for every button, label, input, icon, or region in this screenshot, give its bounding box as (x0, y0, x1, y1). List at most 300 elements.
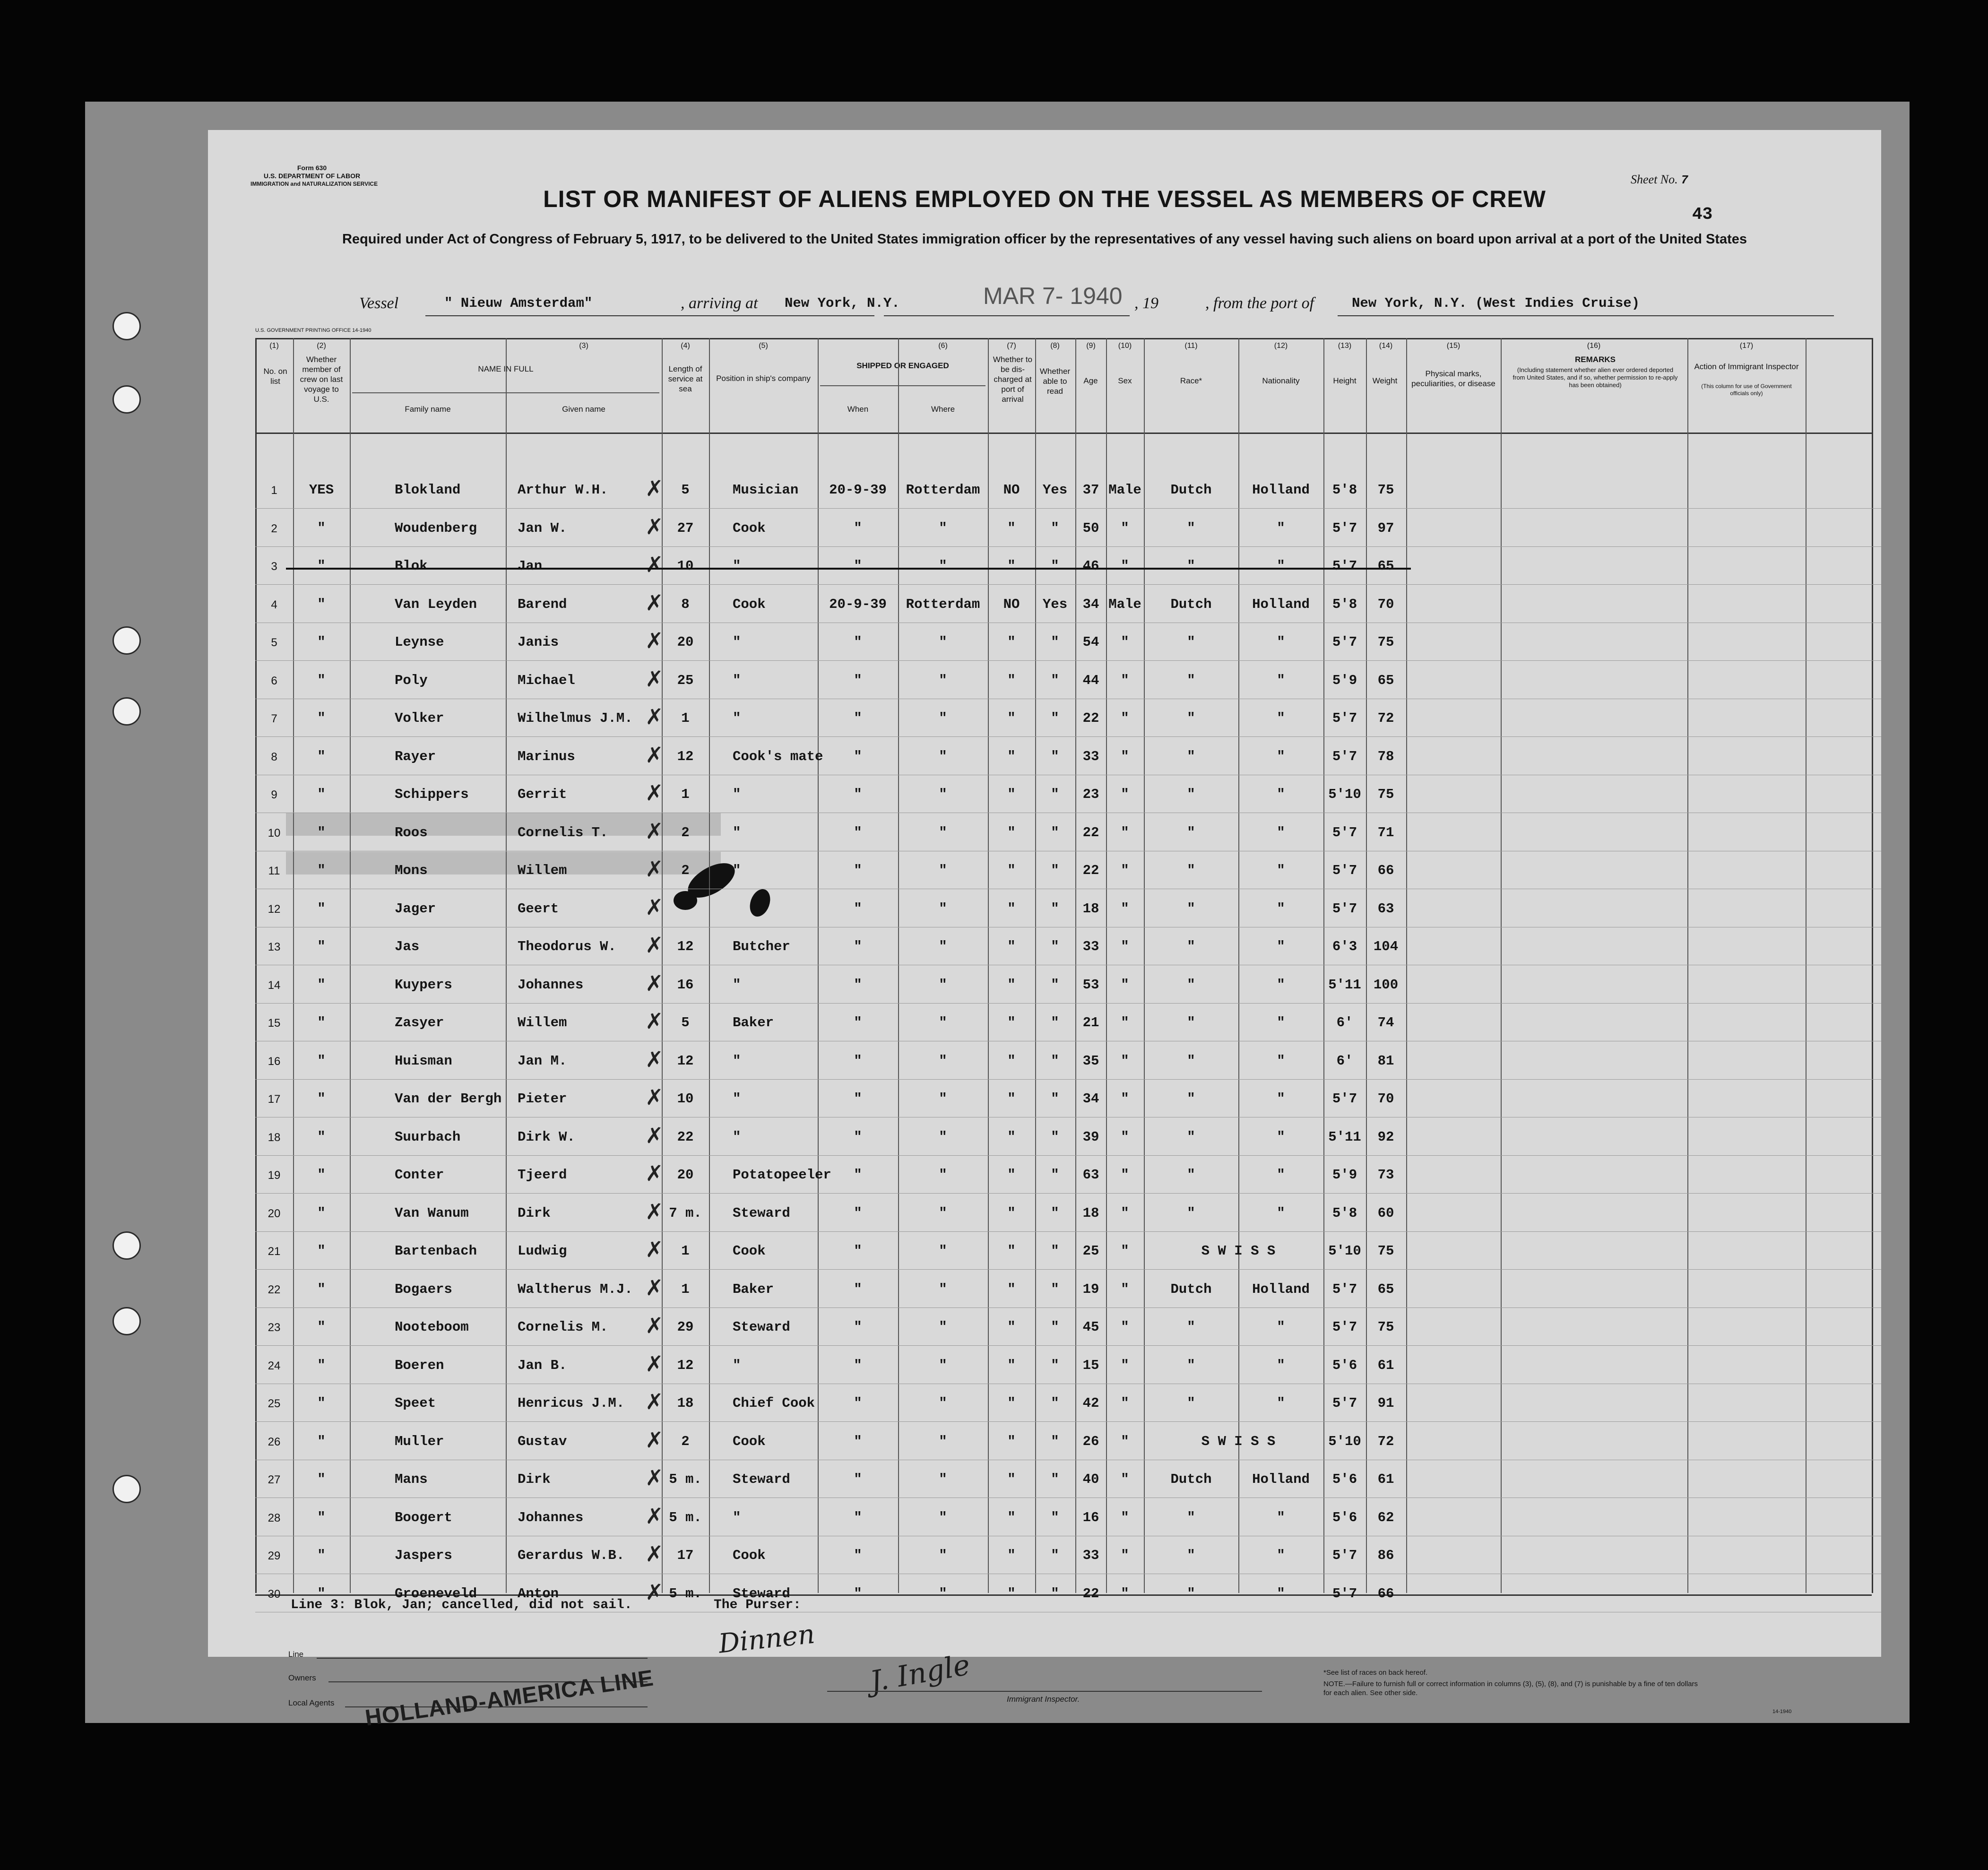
cell-age: 19 (1082, 1281, 1099, 1297)
cell-age: 16 (1082, 1509, 1099, 1525)
check-mark-icon: ✗ (645, 1465, 664, 1490)
cell-service: 2 (681, 1433, 690, 1449)
cell-read: " (1051, 634, 1059, 650)
cell-member: " (317, 1548, 326, 1563)
cell-discharged: " (1007, 634, 1016, 650)
cell-family: Schippers (395, 787, 469, 802)
header-remarks: REMARKS (1575, 355, 1616, 364)
cell-discharged: " (1007, 1091, 1016, 1107)
binder-hole (112, 1231, 141, 1260)
column-number: (9) (1086, 342, 1096, 350)
cell-member: " (317, 1319, 326, 1335)
cell-member: YES (309, 482, 334, 498)
check-mark-icon: ✗ (645, 704, 664, 729)
cell-position: " (733, 1509, 741, 1525)
cell-nationality: " (1277, 1015, 1285, 1030)
vessel-line (359, 294, 398, 312)
cell-nationality: " (1277, 1129, 1285, 1145)
vessel-name: " Nieuw Amsterdam" (444, 295, 593, 311)
cell-member: " (317, 1281, 326, 1297)
header-race: Race* (1180, 376, 1202, 385)
cell-given: Willem (518, 1015, 567, 1030)
vessel-underline (425, 315, 874, 316)
sheet-label: Sheet No. (1631, 173, 1678, 186)
column-number: (4) (681, 342, 690, 350)
cell-when: " (854, 1585, 862, 1602)
cell-where: " (939, 748, 947, 764)
cell-read: " (1051, 787, 1059, 802)
column-number: (8) (1050, 342, 1060, 350)
cell-nationality: " (1277, 1319, 1285, 1335)
cell-no: 12 (268, 902, 281, 916)
cell-age: 18 (1082, 1205, 1099, 1221)
check-mark-icon: ✗ (645, 589, 664, 615)
cell-given: Tjeerd (518, 1167, 567, 1183)
cell-when: " (854, 939, 862, 954)
check-mark-icon: ✗ (645, 742, 664, 768)
cell-weight: 66 (1377, 863, 1394, 878)
cell-age: 26 (1082, 1433, 1099, 1449)
header-member-last-voyage: Whether member of crew on last voyage to U.S. (300, 355, 343, 404)
cell-given: Waltherus M.J. (518, 1281, 633, 1297)
cell-weight: 92 (1377, 1129, 1394, 1145)
check-mark-icon: ✗ (645, 1313, 664, 1338)
cell-where: Rotterdam (906, 482, 980, 498)
cell-race: " (1187, 1585, 1195, 1602)
cell-weight: 65 (1377, 672, 1394, 688)
cell-nationality: " (1277, 558, 1285, 574)
header-able-read: Whether able to read (1039, 367, 1071, 396)
check-mark-icon: ✗ (645, 932, 664, 958)
cell-sex: " (1121, 1319, 1129, 1335)
cell-service: 12 (677, 939, 694, 954)
check-mark-icon: ✗ (645, 1046, 664, 1072)
column-number: (10) (1118, 342, 1132, 350)
column-number: (16) (1587, 342, 1601, 350)
cell-age: 22 (1082, 824, 1099, 840)
inspector-label: Immigrant Inspector. (1007, 1695, 1080, 1704)
cell-age: 23 (1082, 787, 1099, 802)
cell-no: 2 (271, 522, 277, 535)
cell-family: Muller (395, 1433, 444, 1449)
cell-family: Boogert (395, 1509, 452, 1525)
cell-nationality: " (1277, 900, 1285, 917)
cell-discharged: " (1007, 748, 1016, 764)
cell-sex: Male (1108, 482, 1141, 498)
cell-no: 27 (268, 1473, 281, 1486)
cell-nationality: Holland (1252, 482, 1310, 498)
cell-weight: 86 (1377, 1548, 1394, 1563)
cell-read: " (1051, 863, 1059, 878)
line-label: Line (288, 1650, 304, 1659)
penalty-note: NOTE.—Failure to furnish full or correct information in columns (3), (5), (8), and (7) is punishable by a fine of ten dollars for each alien. See other side. (1323, 1680, 1698, 1697)
cell-position: " (733, 1357, 741, 1373)
cell-age: 53 (1082, 977, 1099, 993)
check-mark-icon: ✗ (645, 1274, 664, 1300)
cell-where: " (939, 1281, 947, 1297)
cell-given: Gustav (518, 1433, 567, 1449)
check-mark-icon: ✗ (645, 818, 664, 844)
cell-discharged: " (1007, 1357, 1016, 1373)
cell-race: " (1187, 1357, 1195, 1373)
cell-age: 54 (1082, 634, 1099, 650)
cell-race: " (1187, 1015, 1195, 1030)
cell-service: 1 (681, 1243, 690, 1259)
cell-weight: 74 (1377, 1015, 1394, 1030)
cell-given: Cornelis T. (518, 824, 608, 840)
cell-no: 28 (268, 1511, 281, 1524)
cell-when: " (854, 1433, 862, 1449)
cell-where: " (939, 710, 947, 726)
cell-family: Roos (395, 824, 428, 840)
cell-height: 5'7 (1332, 634, 1357, 650)
cell-no: 30 (268, 1587, 281, 1601)
cell-position: Cook (733, 596, 766, 612)
cell-family: Woudenberg (395, 520, 477, 536)
cell-service: 16 (677, 977, 694, 993)
cell-no: 25 (268, 1397, 281, 1410)
row-rule (255, 1307, 1881, 1308)
cell-weight: 71 (1377, 824, 1394, 840)
cell-when: " (854, 1167, 862, 1183)
cell-weight: 72 (1377, 1433, 1394, 1449)
header-sex: Sex (1118, 376, 1132, 385)
form-number: Form 630 (297, 164, 327, 172)
cell-where: " (939, 1167, 947, 1183)
cell-no: 8 (271, 750, 277, 763)
cell-service: 1 (681, 1281, 690, 1297)
column-number: (14) (1379, 342, 1393, 350)
cell-when: " (854, 1548, 862, 1563)
cell-age: 25 (1082, 1243, 1099, 1259)
cell-member: " (317, 1433, 326, 1449)
cell-where: Rotterdam (906, 596, 980, 612)
cell-when: " (854, 1205, 862, 1221)
cell-position: " (733, 1091, 741, 1107)
cell-weight: 104 (1373, 939, 1399, 954)
cell-weight: 66 (1377, 1585, 1394, 1602)
check-mark-icon: ✗ (645, 1579, 664, 1605)
cell-family: Huisman (395, 1053, 452, 1069)
column-number: (3) (579, 342, 588, 350)
cell-service: 12 (677, 1357, 694, 1373)
cell-age: 22 (1082, 863, 1099, 878)
cell-discharged: " (1007, 787, 1016, 802)
cell-height: 5'8 (1332, 1205, 1357, 1221)
cell-sex: " (1121, 1167, 1129, 1183)
cell-race: Dutch (1170, 482, 1212, 498)
cell-height: 5'11 (1328, 977, 1361, 993)
cell-position: Cook (733, 520, 766, 536)
cell-height: 6' (1336, 1015, 1353, 1030)
cell-position: " (733, 863, 741, 878)
cell-sex: " (1121, 672, 1129, 688)
cancelled-strike-line (286, 568, 1411, 570)
cell-weight: 65 (1377, 1281, 1394, 1297)
cell-weight: 72 (1377, 710, 1394, 726)
cell-service: 29 (677, 1319, 694, 1335)
cell-age: 40 (1082, 1472, 1099, 1487)
header-physical-marks: Physical marks, peculiarities, or disease (1411, 369, 1495, 388)
cell-given: Geert (518, 900, 559, 917)
race-note: *See list of races on back hereof. (1323, 1669, 1428, 1677)
cell-age: 34 (1082, 596, 1099, 612)
column-rule (1687, 338, 1688, 1593)
cell-age: 63 (1082, 1167, 1099, 1183)
cell-sex: " (1121, 1243, 1129, 1259)
cell-nationality: " (1277, 672, 1285, 688)
cell-family: Mons (395, 863, 428, 878)
cell-member: " (317, 1243, 326, 1259)
cell-nationality: Holland (1252, 1281, 1310, 1297)
cell-when: " (854, 900, 862, 917)
cell-discharged: " (1007, 710, 1016, 726)
cell-where: " (939, 1053, 947, 1069)
cell-family: Van Wanum (395, 1205, 469, 1221)
cell-read: " (1051, 1548, 1059, 1563)
check-mark-icon: ✗ (645, 1008, 664, 1034)
header-shipped-engaged: SHIPPED OR ENGAGED (856, 361, 949, 370)
cell-no: 9 (271, 788, 277, 801)
header-height: Height (1333, 376, 1357, 385)
cell-age: 44 (1082, 672, 1099, 688)
cell-family: Rayer (395, 748, 436, 764)
column-number: (1) (269, 342, 279, 350)
cell-where: " (939, 1243, 947, 1259)
cell-given: Pieter (518, 1091, 567, 1107)
cell-position: Baker (733, 1015, 774, 1030)
cell-member: " (317, 1357, 326, 1373)
cell-no: 4 (271, 598, 277, 611)
column-number: (11) (1184, 342, 1198, 350)
header-action-inspector: Action of Immigrant Inspector (1694, 362, 1799, 371)
cell-weight: 100 (1373, 977, 1399, 993)
cell-height: 5'7 (1332, 558, 1357, 574)
cell-read: " (1051, 939, 1059, 954)
cell-discharged: NO (1003, 482, 1020, 498)
date-underline (884, 315, 1130, 316)
cell-when: 20-9-39 (829, 596, 887, 612)
cell-service: 5 (681, 1015, 690, 1030)
cell-sex: " (1121, 1585, 1129, 1602)
header-remarks-note: (Including statement whether alien ever ordered deported from United States, and if so, whether permission to re-apply has been obtained) (1513, 366, 1678, 389)
cell-where: " (939, 1395, 947, 1411)
cell-family: Jas (395, 939, 420, 954)
cell-given: Gerardus W.B. (518, 1548, 625, 1563)
header-age: Age (1083, 376, 1098, 385)
cell-when: " (854, 1053, 862, 1069)
cell-member: " (317, 1015, 326, 1030)
column-rule (1872, 338, 1873, 1593)
department: U.S. DEPARTMENT OF LABOR (263, 172, 361, 180)
cell-discharged: " (1007, 1395, 1016, 1411)
cell-nationality: " (1277, 1053, 1285, 1069)
cell-nationality: " (1277, 1205, 1285, 1221)
cell-race: " (1187, 1319, 1195, 1335)
check-mark-icon: ✗ (645, 552, 664, 577)
cell-height: 5'7 (1332, 1319, 1357, 1335)
cell-where: " (939, 863, 947, 878)
cell-member: " (317, 824, 326, 840)
cell-discharged: " (1007, 1509, 1016, 1525)
cell-race: " (1187, 558, 1195, 574)
cell-where: " (939, 977, 947, 993)
cell-given: Wilhelmus J.M. (518, 710, 633, 726)
cell-read: " (1051, 1091, 1059, 1107)
cell-read: " (1051, 1205, 1059, 1221)
cell-discharged: " (1007, 1167, 1016, 1183)
cell-no: 13 (268, 941, 281, 953)
cell-service: 10 (677, 558, 694, 574)
cell-position: Steward (733, 1205, 790, 1221)
row-rule (255, 584, 1881, 585)
cell-no: 29 (268, 1550, 281, 1562)
cell-race: S W I S S (1201, 1243, 1276, 1259)
cell-height: 5'9 (1332, 1167, 1357, 1183)
cell-discharged: " (1007, 1585, 1016, 1602)
cell-nationality: Holland (1252, 1472, 1310, 1487)
cell-read: " (1051, 824, 1059, 840)
header-discharged: Whether to be dis-charged at port of arrival (993, 355, 1033, 404)
cell-sex: " (1121, 520, 1129, 536)
cell-race: S W I S S (1201, 1433, 1276, 1449)
cell-member: " (317, 977, 326, 993)
cell-weight: 75 (1377, 482, 1394, 498)
row-rule (255, 1231, 1881, 1232)
cell-discharged: " (1007, 939, 1016, 954)
header-divider (255, 433, 1872, 434)
cell-race: " (1187, 824, 1195, 840)
binder-hole (112, 1307, 141, 1335)
cell-when: " (854, 1281, 862, 1297)
cell-member: " (317, 1129, 326, 1145)
cell-sex: " (1121, 710, 1129, 726)
cell-no: 7 (271, 712, 277, 725)
cell-member: " (317, 520, 326, 536)
cell-given: Theodorus W. (518, 939, 616, 954)
cell-read: " (1051, 1433, 1059, 1449)
cell-race: " (1187, 672, 1195, 688)
check-mark-icon: ✗ (645, 1389, 664, 1414)
cell-weight: 63 (1377, 900, 1394, 917)
cell-given: Jan (518, 558, 543, 574)
cell-height: 5'8 (1332, 596, 1357, 612)
cell-service: 25 (677, 672, 694, 688)
cell-weight: 91 (1377, 1395, 1394, 1411)
cell-age: 42 (1082, 1395, 1099, 1411)
cell-position: " (733, 672, 741, 688)
owners-label: Owners (288, 1673, 316, 1682)
cell-height: 6'3 (1332, 939, 1357, 954)
cell-service: 1 (681, 787, 690, 802)
cell-given: Johannes (518, 977, 584, 993)
cell-when: " (854, 748, 862, 764)
check-mark-icon: ✗ (645, 1160, 664, 1186)
cell-family: Nooteboom (395, 1319, 469, 1335)
cell-service: 5 (681, 482, 690, 498)
cell-height: 5'10 (1328, 1243, 1361, 1259)
cell-nationality: " (1277, 520, 1285, 536)
cell-race: " (1187, 1509, 1195, 1525)
cell-age: 15 (1082, 1357, 1099, 1373)
cell-given: Anton (518, 1585, 559, 1602)
cell-weight: 73 (1377, 1167, 1394, 1183)
cell-when: " (854, 672, 862, 688)
row-rule (255, 1193, 1881, 1194)
cell-no: 6 (271, 674, 277, 687)
cell-sex: " (1121, 900, 1129, 917)
check-mark-icon: ✗ (645, 1427, 664, 1453)
cell-nationality: " (1277, 1357, 1285, 1373)
cell-given: Gerrit (518, 787, 567, 802)
cell-member: " (317, 672, 326, 688)
cell-sex: " (1121, 977, 1129, 993)
cell-race: " (1187, 1395, 1195, 1411)
cell-discharged: " (1007, 520, 1016, 536)
form-code: 14-1940 (1772, 1709, 1792, 1714)
cell-nationality: " (1277, 1091, 1285, 1107)
cell-race: " (1187, 1091, 1195, 1107)
cell-when: " (854, 520, 862, 536)
cell-no: 5 (271, 636, 277, 649)
manifest-sheet (208, 130, 1881, 1731)
cell-race: " (1187, 1053, 1195, 1069)
cell-sex: " (1121, 558, 1129, 574)
cell-where: " (939, 1319, 947, 1335)
cell-when: " (854, 1129, 862, 1145)
cell-sex: " (1121, 1129, 1129, 1145)
cell-sex: " (1121, 824, 1129, 840)
cell-weight: 78 (1377, 748, 1394, 764)
cell-given: Willem (518, 863, 567, 878)
cell-position: " (733, 787, 741, 802)
cell-no: 23 (268, 1321, 281, 1334)
cell-given: Dirk W. (518, 1129, 575, 1145)
cell-sex: " (1121, 1509, 1129, 1525)
cell-race: " (1187, 787, 1195, 802)
cell-discharged: " (1007, 1205, 1016, 1221)
cell-weight: 61 (1377, 1357, 1394, 1373)
cell-discharged: " (1007, 1433, 1016, 1449)
ink-blot (674, 891, 697, 910)
check-mark-icon: ✗ (645, 894, 664, 920)
cell-where: " (939, 1433, 947, 1449)
cell-weight: 65 (1377, 558, 1394, 574)
cell-height: 5'10 (1328, 787, 1361, 802)
cell-age: 22 (1082, 710, 1099, 726)
cell-sex: " (1121, 863, 1129, 878)
cell-member: " (317, 787, 326, 802)
cell-read: " (1051, 1053, 1059, 1069)
check-mark-icon: ✗ (645, 1198, 664, 1224)
cell-when: " (854, 1357, 862, 1373)
cell-service: 1 (681, 710, 690, 726)
cell-when: " (854, 634, 862, 650)
cell-position: " (733, 1053, 741, 1069)
column-number: (2) (317, 342, 326, 350)
cell-nationality: " (1277, 863, 1285, 878)
cell-position: Chief Cook (733, 1395, 815, 1411)
header-nationality: Nationality (1262, 376, 1300, 385)
cell-service: 2 (681, 863, 690, 878)
cell-read: " (1051, 1585, 1059, 1602)
cell-read: Yes (1042, 482, 1068, 498)
cell-when: " (854, 710, 862, 726)
cell-age: 37 (1082, 482, 1099, 498)
cell-when: " (854, 977, 862, 993)
cell-where: " (939, 634, 947, 650)
cell-sex: " (1121, 1053, 1129, 1069)
